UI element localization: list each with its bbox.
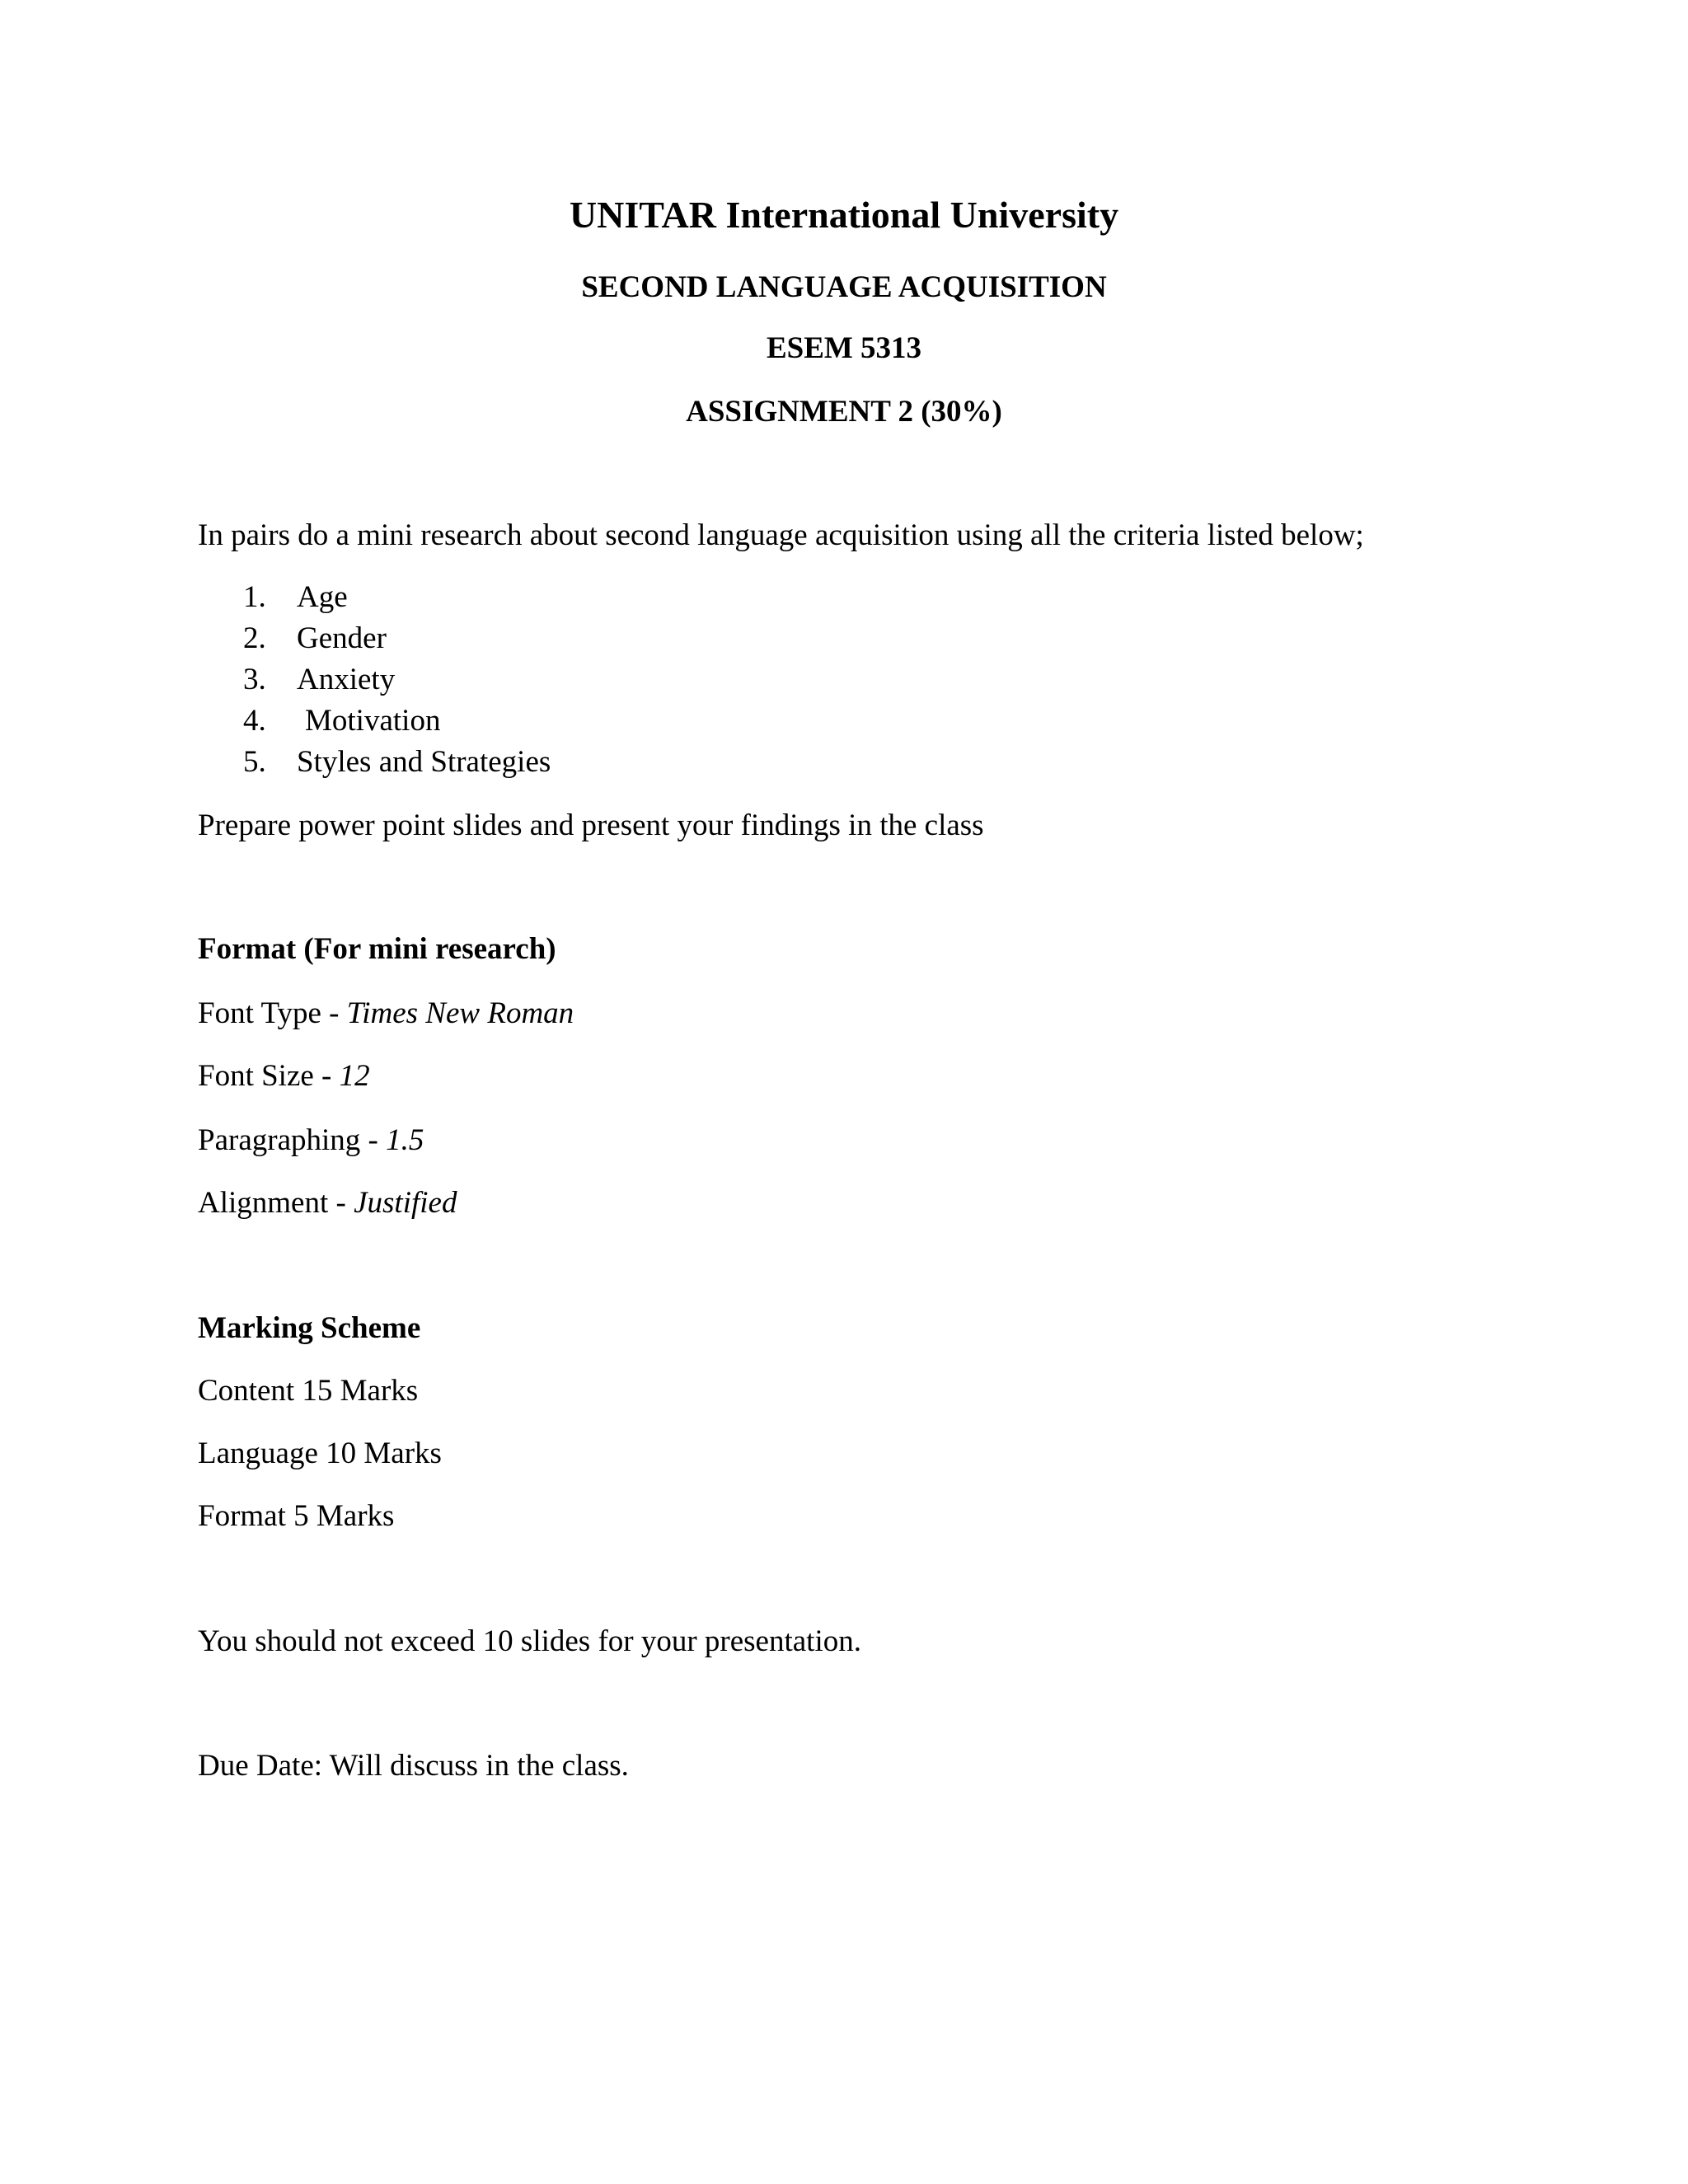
list-label: Motivation [305, 704, 441, 738]
list-item [243, 659, 551, 701]
list-label: Gender [297, 621, 387, 655]
format-font-size [198, 1058, 370, 1094]
assignment-title: ASSIGNMENT 2 (30%) [686, 395, 1002, 429]
list-number: 3. [243, 663, 266, 696]
criteria-list [243, 577, 551, 783]
prepare-text: Prepare power point slides and present your findings in the class [198, 808, 984, 842]
intro-text: In pairs do a mini research about second language acquisition using all the criteria listed below; [198, 518, 1364, 552]
marking-language: Language 10 Marks [198, 1436, 442, 1470]
format-label: Font Type - [198, 996, 347, 1030]
course-code: ESEM 5313 [766, 331, 922, 365]
marking-scheme-heading: Marking Scheme [198, 1311, 421, 1345]
format-label: Paragraphing - [198, 1123, 387, 1157]
format-alignment [198, 1185, 457, 1221]
format-value: 1.5 [386, 1123, 424, 1157]
format-paragraphing [198, 1122, 424, 1158]
format-heading: Format (For mini research) [198, 932, 556, 966]
marking-format: Format 5 Marks [198, 1499, 395, 1533]
list-number: 2. [243, 621, 266, 655]
list-number: 5. [243, 745, 266, 779]
format-value: Times New Roman [346, 996, 574, 1030]
course-title: SECOND LANGUAGE ACQUISITION [581, 270, 1107, 304]
list-item [243, 701, 551, 742]
list-number: 4. [243, 704, 266, 738]
list-label: Anxiety [297, 663, 396, 696]
format-value: Justified [354, 1186, 457, 1220]
list-item [243, 742, 551, 783]
list-label: Age [297, 580, 348, 614]
due-date: Due Date: Will discuss in the class. [198, 1749, 629, 1783]
list-number: 1. [243, 580, 266, 614]
list-label: Styles and Strategies [297, 745, 551, 779]
format-value: 12 [339, 1059, 370, 1093]
marking-content: Content 15 Marks [198, 1374, 419, 1408]
university-title: UNITAR International University [569, 194, 1119, 236]
format-label: Alignment - [198, 1186, 354, 1220]
list-item [243, 618, 551, 659]
list-item [243, 577, 551, 618]
format-font-type [198, 996, 574, 1031]
slides-note: You should not exceed 10 slides for your presentation. [198, 1624, 861, 1658]
format-label: Font Size - [198, 1059, 340, 1093]
